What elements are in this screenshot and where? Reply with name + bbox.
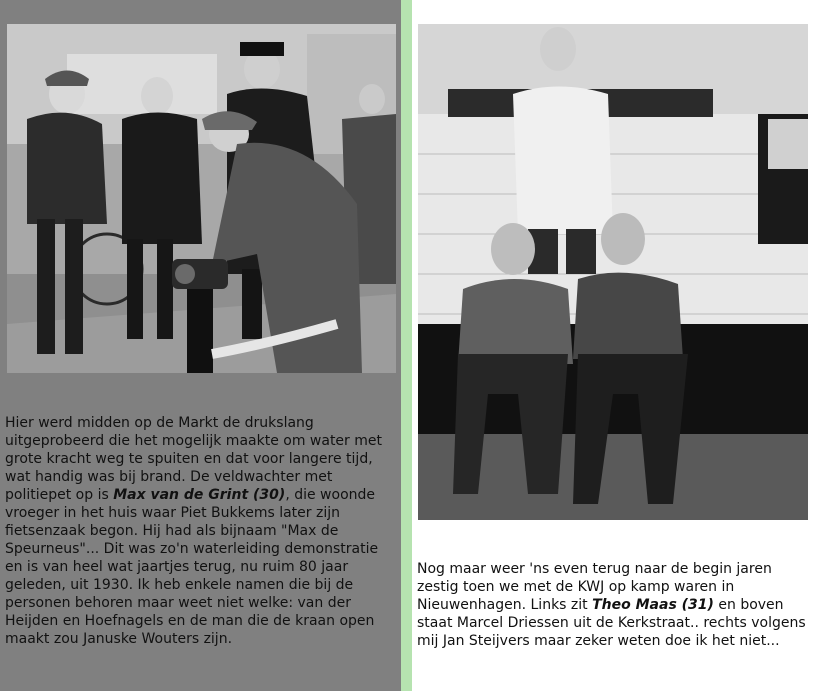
caption-text-part1: Hier werd midden op de Markt de drukslang uitgeprobeerd die het mogelijk maakte om water met grote kracht weg te spuiten en dat voor langere tijd, wat handig was bij brand. De veldwachter met politiepet op is bbox=[5, 415, 382, 503]
caption-text-part2: en boven staat Marcel Driessen uit de Kerkstraat.. rechts volgens mij Jan Steijvers maar zeker weten doe ik het niet... bbox=[417, 597, 806, 649]
caption-person-name: Max van de Grint (30) bbox=[113, 487, 286, 503]
caption-hydrant-demonstration bbox=[5, 414, 397, 648]
caption-text-part2: , die woonde vroeger in het huis waar Piet Bukkems later zijn fietsenzaak begon. Hij had als bijnaam "Max de Speurneus"... Dit was zo'n waterleiding demonstratie en is van heel wat jaartjes terug, nu ruim 80 jaar geleden, uit 1930. Ik heb enkele namen die bij de personen behoren maar weet niet welke: van der Heijden en Hoefnagels en de man die de kraan open maakt zou Januske Wouters zijn. bbox=[5, 487, 379, 647]
caption-person-name: Theo Maas (31) bbox=[592, 597, 714, 613]
caption-text-part1: Nog maar weer 'ns even terug naar de begin jaren zestig toen we met de KWJ op kamp waren in Nieuwenhagen. Links zit bbox=[417, 561, 772, 613]
caption-kwj-camp bbox=[417, 560, 809, 650]
panel-divider bbox=[401, 0, 412, 691]
photo-kwj-camp bbox=[418, 24, 808, 520]
photo-hydrant-demonstration bbox=[7, 24, 396, 373]
